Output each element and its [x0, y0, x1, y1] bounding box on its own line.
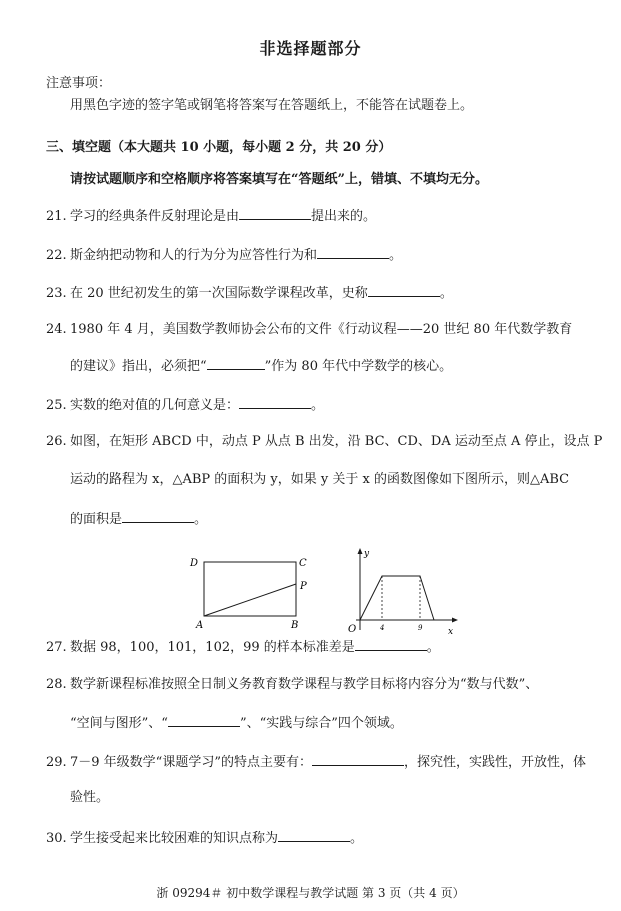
question-text: 学生接受起来比较困难的知识点称为 — [70, 831, 279, 846]
tick-label-4: 4 — [380, 624, 385, 632]
question-text: 数据 98，100，101，102，99 的样本标准差是 — [70, 640, 355, 655]
answer-blank[interactable] — [312, 753, 404, 766]
question-text: 。 — [350, 831, 364, 846]
question-22 — [46, 246, 402, 264]
question-text: 。 — [311, 398, 325, 413]
page-footer: 浙 09294＃ 初中数学课程与教学试题 第 3 页（共 4 页） — [156, 886, 465, 900]
question-text: 如图，在矩形 ABCD 中，动点 P 从点 B 出发，沿 BC、CD、DA 运动至点 A 停止，设点 P — [70, 434, 603, 449]
section-heading: 三、填空题（本大题共 10 小题，每小题 2 分，共 20 分） — [46, 140, 392, 155]
question-text: ”、“实践与综合”四个领域。 — [239, 716, 403, 731]
question-26-line3 — [70, 510, 207, 528]
answer-blank[interactable] — [368, 284, 440, 297]
question-text: ”作为 80 年代中学数学的核心。 — [264, 359, 453, 374]
question-25 — [46, 396, 324, 414]
question-text: 。 — [194, 512, 208, 527]
answer-blank[interactable] — [317, 246, 389, 259]
label-a: A — [196, 620, 204, 631]
question-text: 斯金纳把动物和人的行为分为应答性行为和 — [70, 248, 318, 263]
label-x: x — [448, 627, 454, 637]
question-text: 的面积是 — [70, 512, 123, 527]
tick-label-9: 9 — [418, 624, 423, 632]
question-text: 在 20 世纪初发生的第一次国际数学课程改革，史称 — [70, 286, 368, 301]
segment-ap — [204, 584, 296, 616]
question-23 — [46, 284, 453, 302]
question-number: 28. — [46, 677, 67, 692]
question-text: 1980 年 4 月，美国数学教师协会公布的文件《行动议程——20 世纪 80 年代数学教育 — [70, 322, 573, 337]
question-number: 22. — [46, 248, 67, 263]
question-text: 学习的经典条件反射理论是由 — [70, 209, 240, 224]
notice-heading: 注意事项： — [46, 76, 112, 91]
answer-blank[interactable] — [207, 357, 265, 370]
label-origin: O — [348, 624, 357, 635]
answer-blank[interactable] — [355, 638, 427, 651]
answer-blank[interactable] — [168, 714, 240, 727]
question-21 — [46, 207, 376, 225]
question-text: 。 — [426, 640, 440, 655]
function-graph — [342, 546, 462, 638]
question-text: 数学新课程标准按照全日制义务教育数学课程与教学目标将内容分为“数与代数”、 — [70, 677, 539, 692]
label-y: y — [364, 549, 370, 559]
question-28-continued — [70, 714, 403, 732]
question-text: 提出来的。 — [311, 209, 377, 224]
question-26 — [46, 434, 602, 450]
question-number: 23. — [46, 286, 67, 301]
question-29-line2: 验性。 — [70, 790, 110, 805]
function-curve — [360, 576, 434, 620]
label-p: P — [300, 581, 307, 592]
question-number: 30. — [46, 831, 67, 846]
question-24-continued — [70, 357, 452, 375]
question-text: 7－9 年级数学“课题学习”的特点主要有： — [70, 755, 312, 770]
question-text: 的建议》指出，必须把“ — [70, 359, 207, 374]
label-b: B — [291, 620, 299, 631]
question-number: 29. — [46, 755, 67, 770]
question-text: ，探究性，实践性，开放性，体 — [403, 755, 586, 770]
question-29 — [46, 753, 586, 771]
answer-blank[interactable] — [278, 829, 350, 842]
question-number: 27. — [46, 640, 67, 655]
label-d: D — [190, 558, 199, 569]
answer-blank[interactable] — [122, 510, 194, 523]
label-c: C — [299, 558, 307, 569]
page-title: 非选择题部分 — [259, 39, 362, 58]
question-text: “空间与图形”、“ — [70, 716, 168, 731]
question-number: 26. — [46, 434, 67, 449]
question-text: 实数的绝对值的几何意义是： — [70, 398, 240, 413]
question-number: 25. — [46, 398, 67, 413]
answer-blank[interactable] — [239, 207, 311, 220]
question-text: 。 — [389, 248, 403, 263]
question-28 — [46, 677, 538, 693]
rectangle-figure — [180, 552, 320, 632]
question-number: 24. — [46, 322, 67, 337]
question-30 — [46, 829, 363, 847]
question-text: 。 — [439, 286, 453, 301]
section-instruction: 请按试题顺序和空格顺序将答案填写在“答题纸”上，错填、不填均无分。 — [70, 172, 488, 187]
question-27 — [46, 638, 440, 656]
question-number: 21. — [46, 209, 67, 224]
notice-text: 用黑色字迹的签字笔或钢笔将答案写在答题纸上，不能答在试题卷上。 — [70, 98, 474, 113]
question-24 — [46, 322, 572, 338]
answer-blank[interactable] — [239, 396, 311, 409]
y-axis-arrow — [358, 548, 363, 554]
question-26-line2: 运动的路程为 x，△ABP 的面积为 y，如果 y 关于 x 的函数图像如下图所示，则△ABC — [70, 472, 570, 487]
x-axis-arrow — [452, 618, 458, 623]
